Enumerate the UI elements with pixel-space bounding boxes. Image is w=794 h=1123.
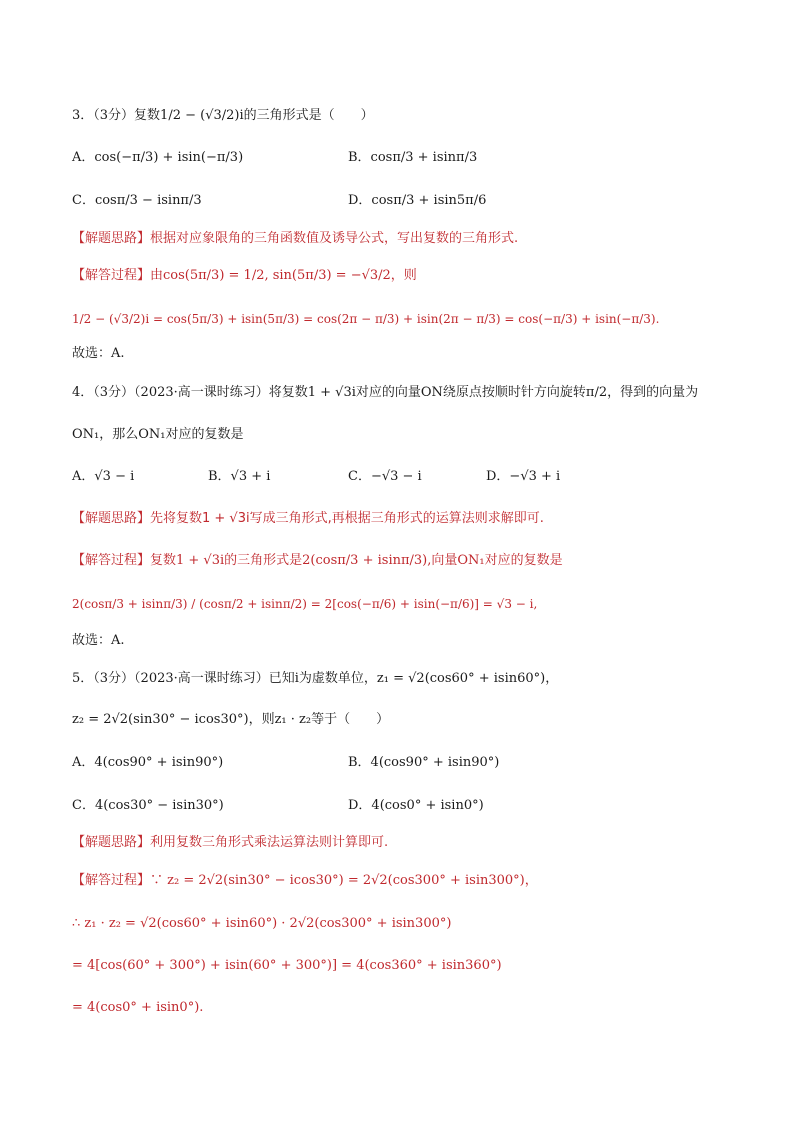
q5-stem-1: 5．（3分）（2023·高一课时练习）已知i为虚数单位，z₁ = √2(cos60° + isin60°)， (72, 671, 559, 686)
q3-option-c: C．cosπ/3 − isinπ/3 (72, 193, 202, 208)
q3-stem: 3．（3分）复数1/2 − (√3/2)i的三角形式是（ ） (72, 108, 374, 123)
q4-solution-process-2: 2(cosπ/3 + isinπ/3) / (cosπ/2 + isinπ/2) = 2[cos(−π/6) + isin(−π/6)] = √3 − i, (72, 597, 538, 611)
q4-stem-1: 4．（3分）（2023·高一课时练习）将复数1 + √3i对应的向量ON绕原点按顺时针方向旋转π/2，得到的向量为 (72, 385, 699, 400)
q5-stem-2: z₂ = 2√2(sin30° − icos30°)，则z₁ · z₂等于（ ） (72, 712, 390, 727)
q3-solution-process-1: 【解答过程】由cos(5π/3) = 1/2, sin(5π/3) = −√3/2，则 (72, 268, 417, 283)
q5-option-d: D．4(cos0° + isin0°) (348, 798, 484, 813)
q4-solution-process-1: 【解答过程】复数1 + √3i的三角形式是2(cosπ/3 + isinπ/3),向量ON₁对应的复数是 (72, 553, 563, 568)
q5-solution-process-4: = 4(cos0° + isin0°). (72, 1000, 204, 1015)
q5-solution-idea: 【解题思路】利用复数三角形式乘法运算法则计算即可. (72, 835, 389, 850)
q5-solution-process-1: 【解答过程】∵ z₂ = 2√2(sin30° − icos30°) = 2√2(cos300° + isin300°)， (72, 873, 538, 888)
q3-answer: 故选：A. (72, 346, 125, 361)
q4-option-a: A．√3 − i (72, 469, 135, 484)
q3-solution-process-2: 1/2 − (√3/2)i = cos(5π/3) + isin(5π/3) = cos(2π − π/3) + isin(2π − π/3) = cos(−π/3) + isin(−π/3). (72, 312, 660, 326)
q5-option-a: A．4(cos90° + isin90°) (72, 755, 224, 770)
q5-option-c: C．4(cos30° − isin30°) (72, 798, 224, 813)
q4-solution-idea: 【解题思路】先将复数1 + √3i写成三角形式,再根据三角形式的运算法则求解即可. (72, 511, 544, 526)
q5-solution-process-2: ∴ z₁ · z₂ = √2(cos60° + isin60°) · 2√2(cos300° + isin300°) (72, 916, 452, 931)
q4-option-b: B．√3 + i (208, 469, 271, 484)
q4-option-d: D．−√3 + i (486, 469, 561, 484)
q3-option-b: B．cosπ/3 + isinπ/3 (348, 150, 478, 165)
q3-option-d: D．cosπ/3 + isin5π/6 (348, 193, 487, 208)
q5-solution-process-3: = 4[cos(60° + 300°) + isin(60° + 300°)] = 4(cos360° + isin360°) (72, 958, 502, 973)
q4-answer: 故选：A. (72, 633, 125, 648)
q5-option-b: B．4(cos90° + isin90°) (348, 755, 500, 770)
q3-solution-idea: 【解题思路】根据对应象限角的三角函数值及诱导公式，写出复数的三角形式. (72, 231, 519, 246)
q4-option-c: C．−√3 − i (348, 469, 422, 484)
q3-option-a: A．cos(−π/3) + isin(−π/3) (72, 150, 244, 165)
q4-stem-2: ON₁，那么ON₁对应的复数是 (72, 427, 244, 442)
